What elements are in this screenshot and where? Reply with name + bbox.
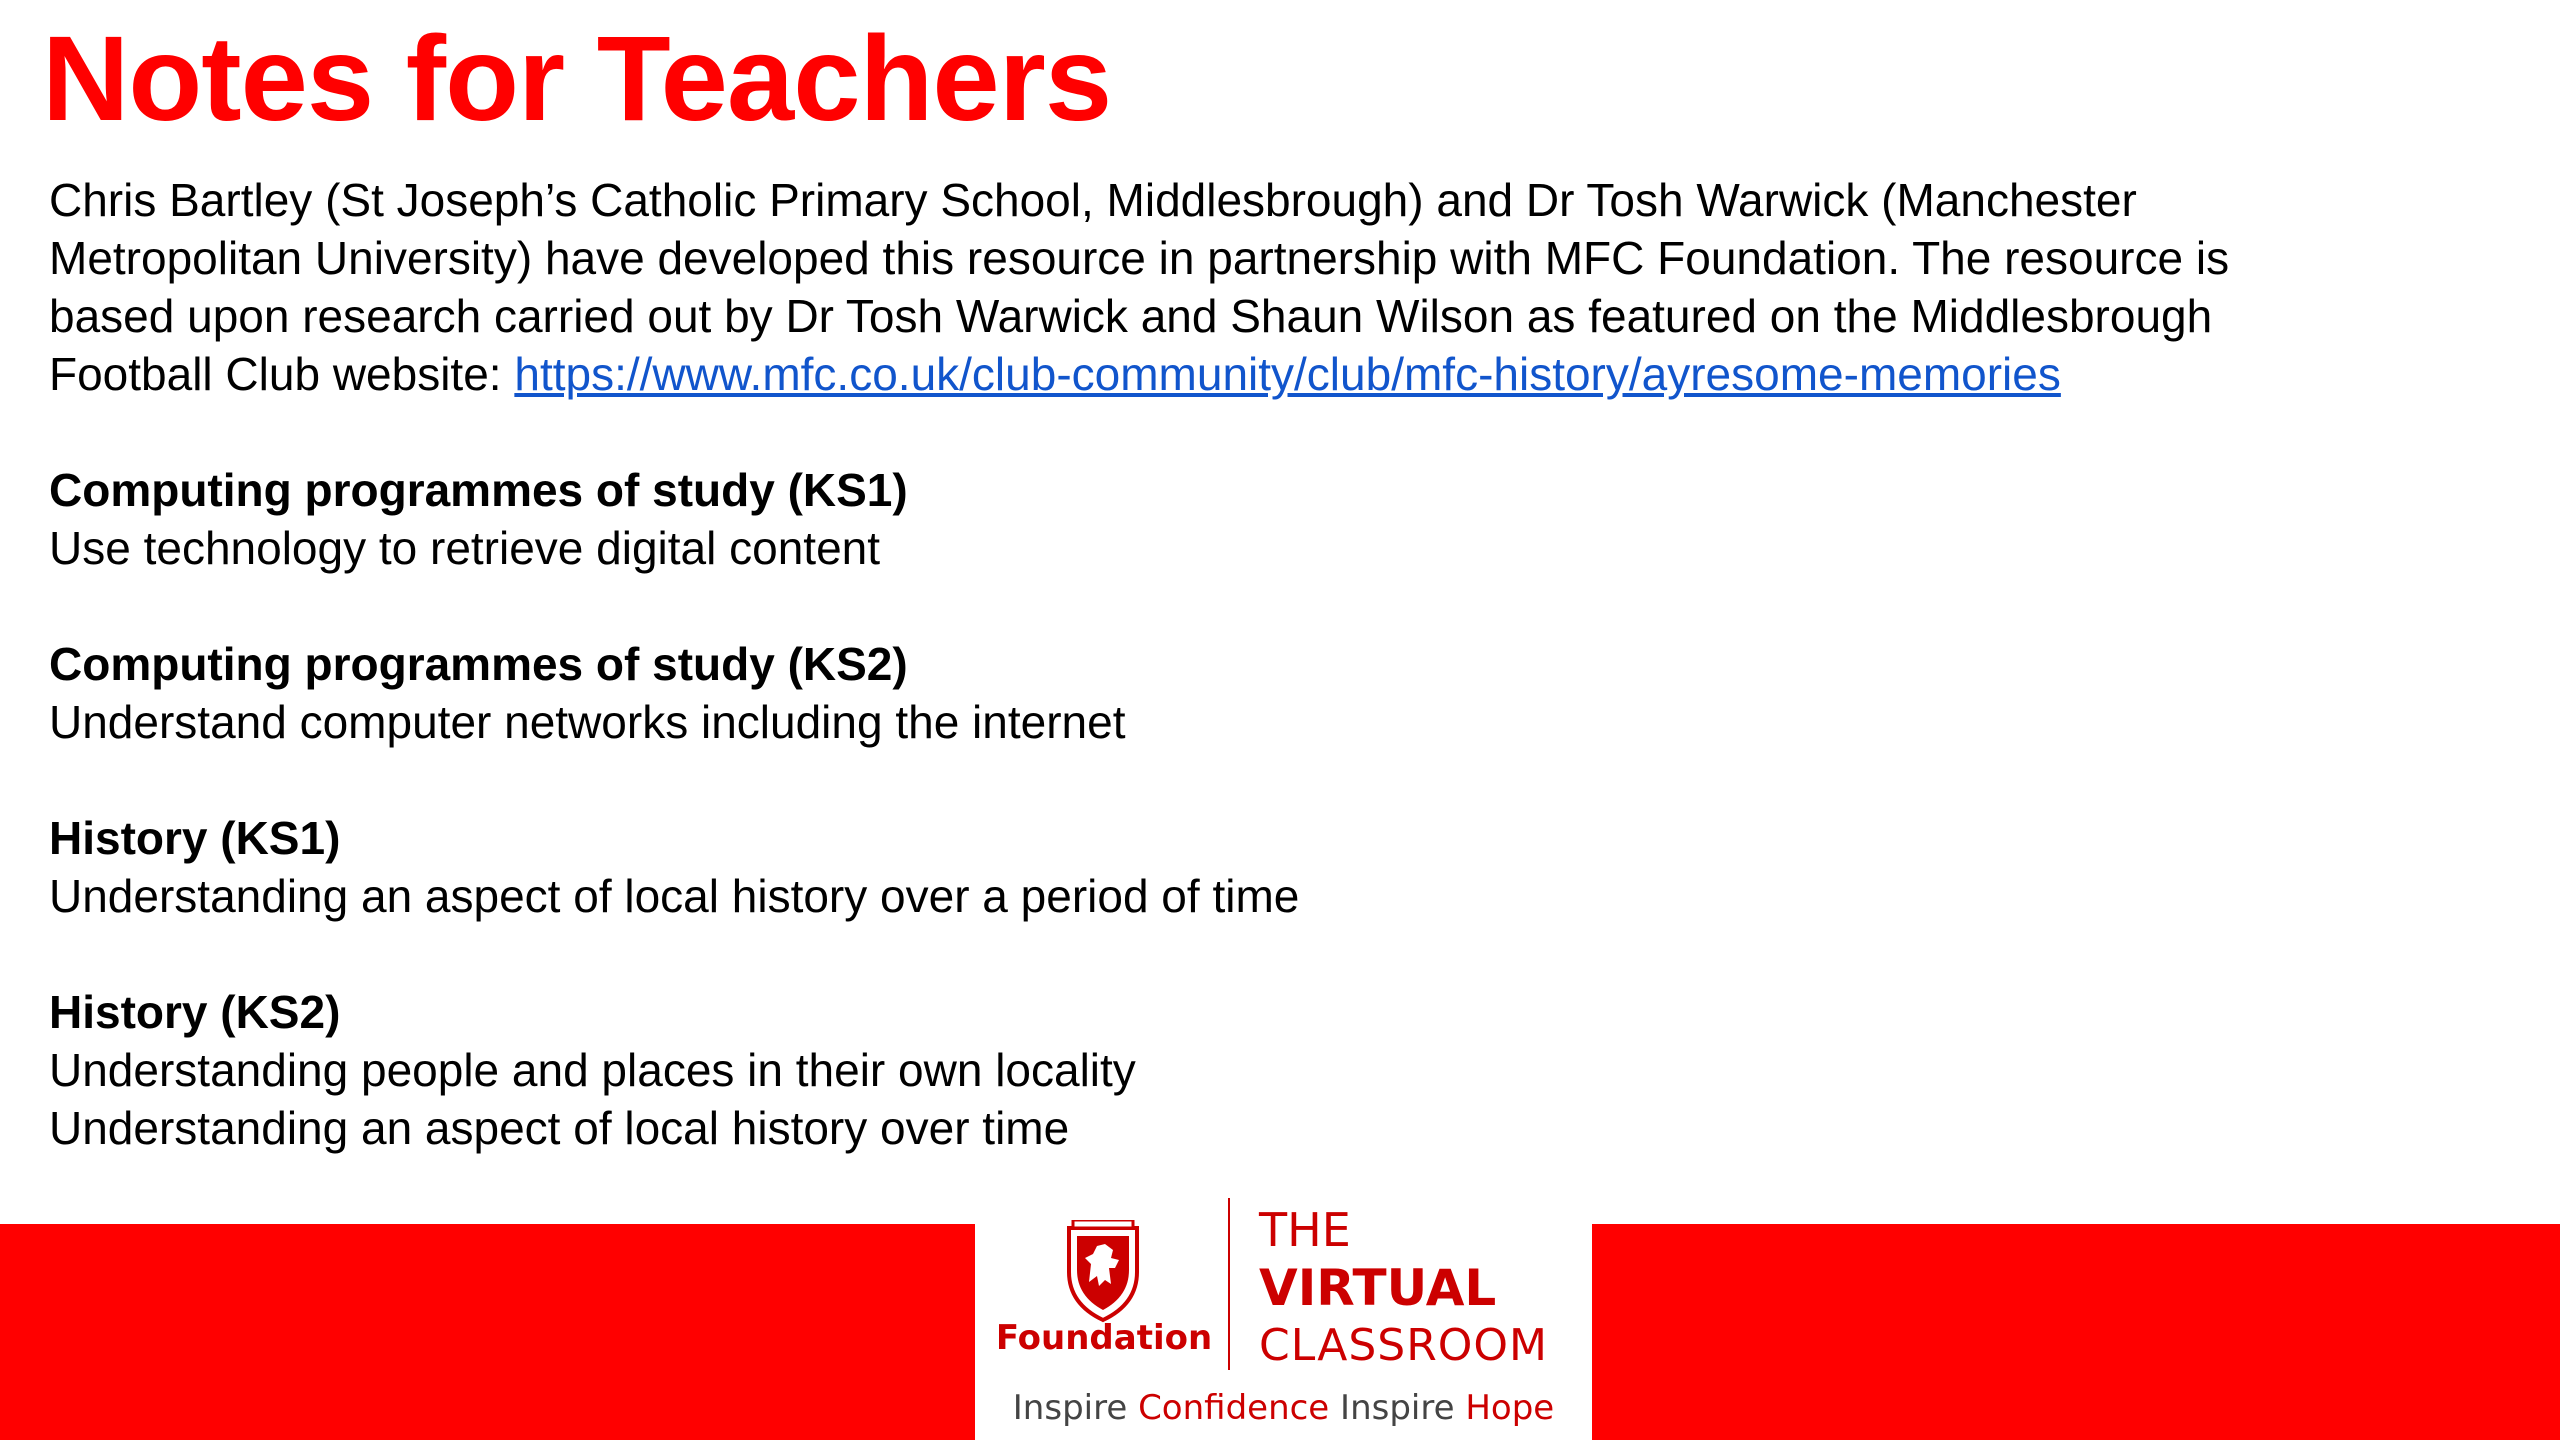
logo-the: THE (1259, 1203, 1351, 1257)
section-heading: Computing programmes of study (KS1) (49, 464, 908, 516)
intro-paragraph (49, 171, 2309, 403)
notes-content (49, 171, 2309, 1157)
section-line: Understanding an aspect of local history over a period of time (49, 870, 1300, 922)
footer-bar-right (1592, 1224, 2560, 1440)
intro-text: Chris Bartley (St Joseph’s Catholic Primary School, Middlesbrough) and Dr Tosh Warwick (Manchester Metropolitan University) have developed this resource in partnership with MFC Foundation. The resource is based upon research carried out by Dr Tosh Warwick and Shaun Wilson as featured on the Middlesbrough Football Club website: (49, 174, 2230, 400)
logo-classroom: CLASSROOM (1259, 1320, 1549, 1371)
tagline-confidence: Confidence (1138, 1388, 1330, 1428)
section-computing-ks1 (49, 461, 2309, 577)
section-heading: Computing programmes of study (KS2) (49, 638, 908, 690)
foundation-label: Foundation (995, 1318, 1213, 1358)
section-line: Understanding people and places in their own locality (49, 1044, 1136, 1096)
tagline (975, 1386, 1592, 1430)
footer-bar-left (0, 1224, 975, 1440)
section-history-ks1 (49, 809, 2309, 925)
section-heading: History (KS2) (49, 986, 341, 1038)
mfc-crest-icon (1063, 1220, 1143, 1324)
section-line: Understanding an aspect of local history over time (49, 1102, 1070, 1154)
tagline-inspire-2: Inspire (1329, 1388, 1466, 1428)
section-computing-ks2 (49, 635, 2309, 751)
logo-virtual: VIRTUAL (1259, 1259, 1497, 1317)
section-heading: History (KS1) (49, 812, 341, 864)
page-title: Notes for Teachers (42, 10, 1112, 146)
ayresome-memories-link[interactable]: https://www.mfc.co.uk/club-community/club/mfc-history/ayresome-memories (514, 348, 2061, 400)
section-history-ks2 (49, 983, 2309, 1157)
logo-divider (1228, 1198, 1230, 1370)
tagline-inspire-1: Inspire (1012, 1388, 1139, 1428)
virtual-classroom-logo (975, 1190, 1592, 1440)
section-line: Understand computer networks including the internet (49, 696, 1126, 748)
section-line: Use technology to retrieve digital content (49, 522, 881, 574)
tagline-hope: Hope (1465, 1388, 1555, 1428)
